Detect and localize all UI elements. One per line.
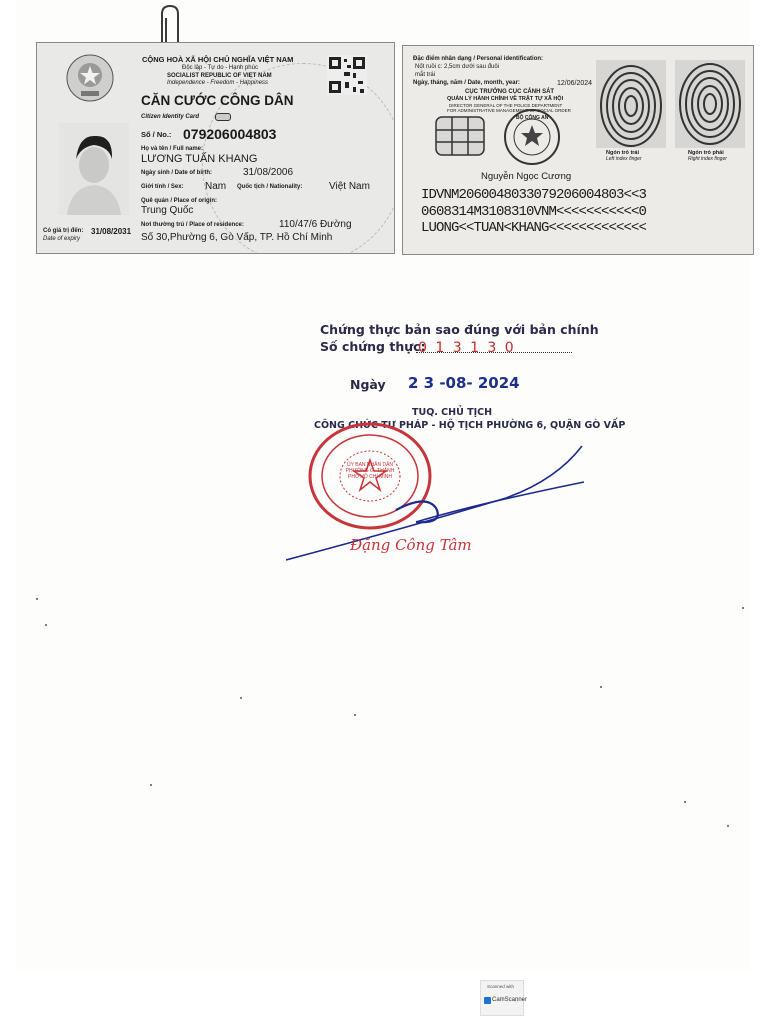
dob-value: 31/08/2006 bbox=[243, 167, 294, 178]
motto-vn: Độc lập - Tự do - Hạnh phúc bbox=[182, 65, 258, 71]
left-fingerprint bbox=[596, 60, 666, 148]
fingerprint-icon bbox=[596, 60, 666, 148]
sex-label: Giới tính / Sex: bbox=[141, 184, 184, 190]
scan-speck bbox=[600, 686, 602, 688]
cert-date-label: Ngày bbox=[350, 377, 386, 392]
origin-value: Trung Quốc bbox=[141, 205, 194, 216]
nationality-value: Việt Nam bbox=[329, 181, 370, 192]
authority-en-1: DIRECTOR GENERAL OF THE POLICE DEPARTMENT bbox=[449, 103, 563, 108]
mrz-line-2: 0608314M3108310VNM<<<<<<<<<<<0 bbox=[421, 204, 647, 220]
full-name: LƯƠNG TUẤN KHANG bbox=[141, 153, 258, 165]
scan-speck bbox=[354, 714, 356, 716]
mrz-line-1: IDVNM2060048033079206004803<<3 bbox=[421, 187, 647, 203]
scan-speck bbox=[36, 598, 38, 600]
scan-speck bbox=[727, 825, 729, 827]
camscanner-badge bbox=[480, 980, 528, 1016]
person-silhouette-icon bbox=[59, 123, 129, 215]
id-number: 079206004803 bbox=[183, 126, 277, 142]
chip-icon bbox=[215, 113, 231, 121]
authority-line-2: QUẢN LÝ HÀNH CHÍNH VỀ TRẬT TỰ XÃ HỘI bbox=[447, 96, 564, 102]
right-fingerprint bbox=[675, 60, 745, 148]
feature-line-1: Nốt ruồi c: 2,5cm dưới sau đuôi bbox=[415, 64, 499, 70]
scan-speck bbox=[684, 801, 686, 803]
signer-name: Đặng Công Tâm bbox=[350, 536, 472, 554]
police-seal bbox=[503, 108, 561, 166]
name-label: Họ và tên / Full name: bbox=[141, 146, 204, 152]
cert-number: 0 1 3 1 3 0 bbox=[418, 340, 516, 356]
card-subtitle: Citizen Identity Card bbox=[141, 114, 200, 120]
portrait-photo bbox=[59, 123, 129, 215]
stamp-ring-text: ỦY BAN NHÂN DÂN PHƯỜNG 6 - THÀNH PHỐ HỒ CHÍ MINH bbox=[345, 462, 395, 480]
qr-code-icon bbox=[327, 55, 367, 95]
scan-speck bbox=[45, 624, 47, 626]
right-finger-label-en: Right index finger bbox=[688, 156, 727, 162]
issue-date: 12/06/2024 bbox=[557, 80, 593, 87]
cert-line-1: Chứng thực bản sao đúng với bản chính bbox=[320, 322, 599, 337]
expiry-value: 31/08/2031 bbox=[91, 227, 132, 236]
expiry-en: Date of expiry bbox=[43, 236, 81, 242]
authority-en-2: FOR ADMINISTRATIVE MANAGEMENT OF SOCIAL ORDER bbox=[447, 108, 571, 113]
sex-value: Nam bbox=[205, 181, 227, 192]
header-en: SOCIALIST REPUBLIC OF VIET NAM bbox=[167, 73, 272, 79]
scan-speck bbox=[240, 697, 242, 699]
nationality-label: Quốc tịch / Nationality: bbox=[237, 184, 303, 190]
residence-line-2: Số 30,Phường 6, Gò Vấp, TP. Hồ Chí Minh bbox=[141, 232, 333, 243]
smart-chip-icon bbox=[435, 116, 485, 156]
residence-line-1: 110/47/6 Đường bbox=[279, 219, 352, 230]
camscanner-text: CamScanner bbox=[492, 997, 528, 1003]
left-finger-label-en: Left index finger bbox=[606, 156, 642, 162]
feature-line-2: mắt trái bbox=[415, 72, 436, 78]
dob-label: Ngày sinh / Date of birth: bbox=[141, 170, 213, 176]
fingerprint-icon bbox=[675, 60, 745, 148]
id-card-back bbox=[402, 45, 754, 255]
motto-en: Independence - Freedom - Happiness bbox=[167, 80, 269, 86]
seal-text: BỘ CÔNG AN bbox=[516, 115, 549, 121]
scanned-with-text: Scanned with bbox=[487, 984, 515, 989]
cert-official: CÔNG CHỨC TƯ PHÁP - HỘ TỊCH PHƯỜNG 6, QUẬN GÒ VẤP bbox=[314, 420, 626, 431]
header-vn: CỘNG HOÀ XÃ HỘI CHỦ NGHĨA VIỆT NAM bbox=[142, 55, 294, 64]
residence-label: Nơi thường trú / Place of residence: bbox=[141, 222, 244, 228]
camscanner-logo-icon bbox=[484, 997, 491, 1004]
issue-date-label: Ngày, tháng, năm / Date, month, year: bbox=[413, 80, 520, 86]
scan-speck bbox=[742, 607, 744, 609]
cert-number-label: Số chứng thực: bbox=[320, 339, 426, 354]
right-finger-label: Ngón trỏ phải bbox=[688, 150, 724, 156]
id-card-front bbox=[36, 42, 395, 254]
card-title: CĂN CƯỚC CÔNG DÂN bbox=[141, 93, 294, 108]
left-finger-label: Ngón trỏ trái bbox=[606, 150, 639, 156]
no-label: Số / No.: bbox=[141, 130, 172, 139]
scan-speck bbox=[150, 784, 152, 786]
authority-line-1: CỤC TRƯỞNG CỤC CẢNH SÁT bbox=[465, 89, 555, 95]
national-emblem-icon bbox=[65, 53, 115, 103]
origin-label: Quê quán / Place of origin: bbox=[141, 198, 218, 204]
cert-date: 2 3 -08- 2024 bbox=[408, 374, 520, 392]
cert-tuq: TUQ. CHỦ TỊCH bbox=[412, 407, 493, 418]
officer-name: Nguyễn Ngọc Cương bbox=[481, 171, 572, 182]
expiry-label: Có giá trị đến: bbox=[43, 228, 84, 234]
mrz-line-3: LUONG<<TUAN<KHANG<<<<<<<<<<<<< bbox=[421, 220, 647, 236]
feature-label: Đặc điểm nhân dạng / Personal identification: bbox=[413, 56, 544, 62]
